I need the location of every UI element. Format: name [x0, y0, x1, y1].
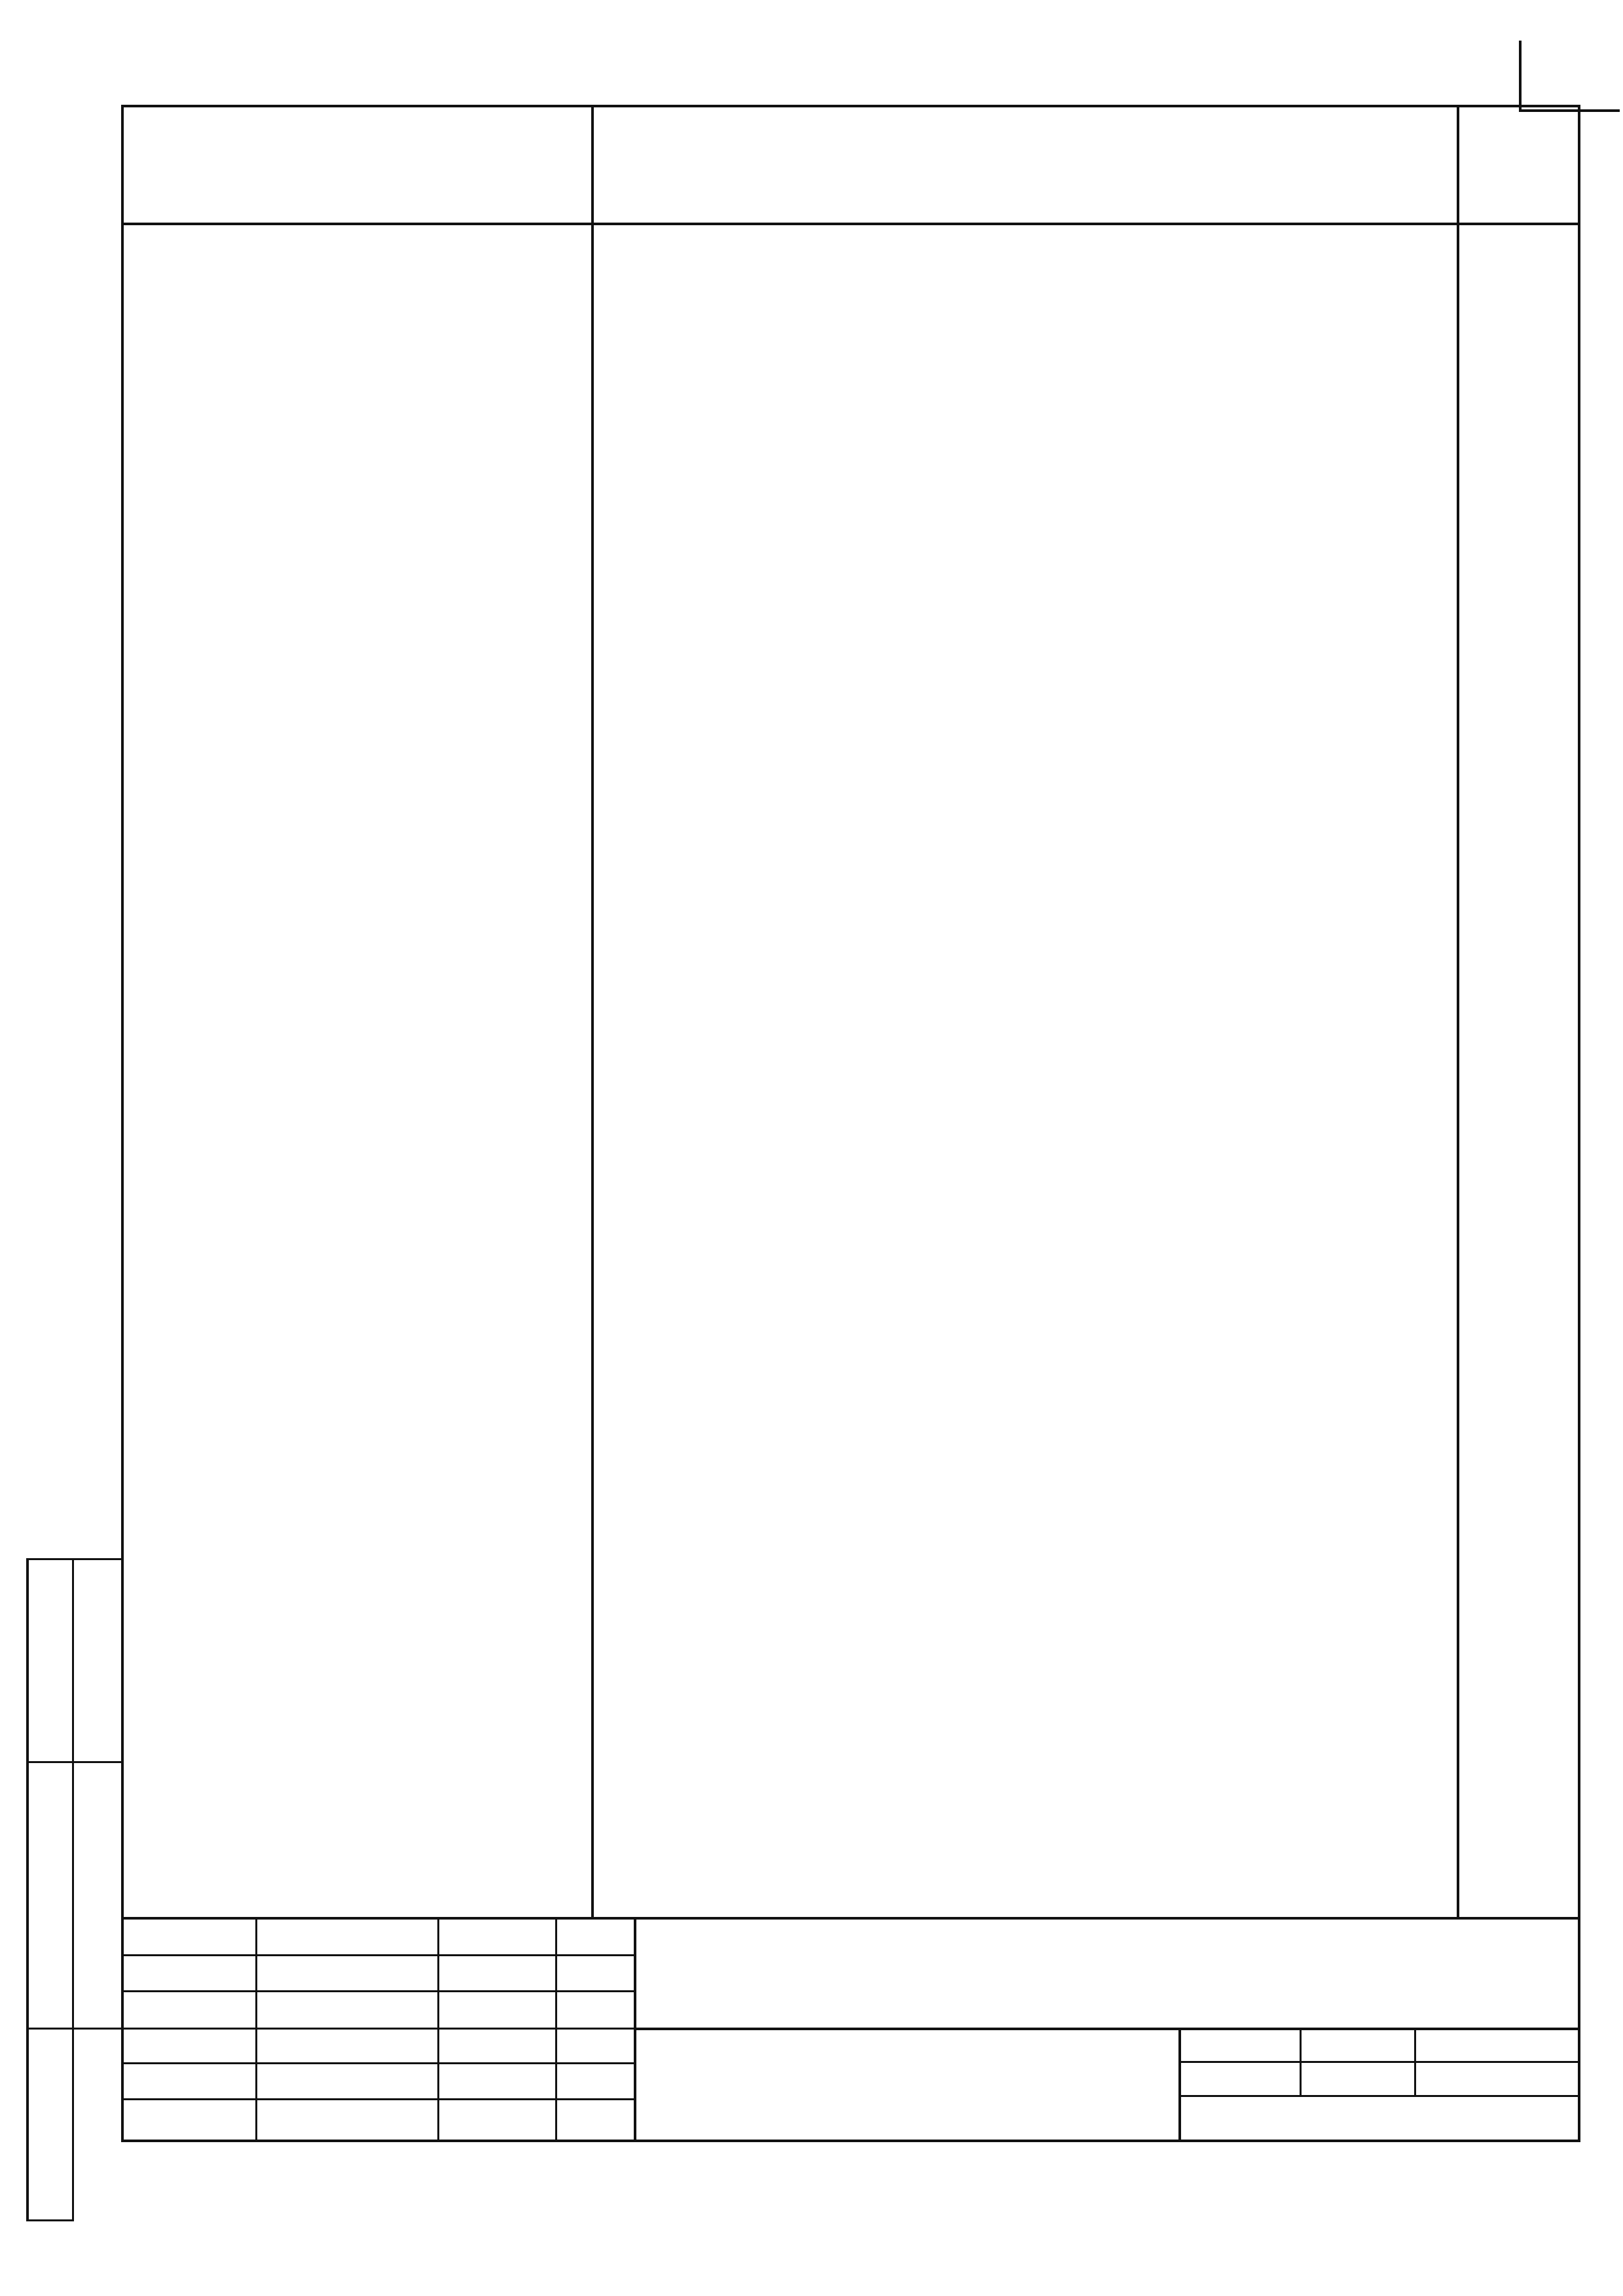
frame-left-line — [121, 105, 124, 2142]
side-line-2 — [26, 2028, 121, 2030]
col-line-2 — [1457, 105, 1459, 1918]
stage-left-line — [1178, 2028, 1181, 2140]
stage-col-line-1 — [1300, 2028, 1302, 2095]
titleblock-bottom-line — [121, 2140, 1580, 2142]
sig-row-line-5 — [121, 2098, 635, 2100]
sig-row-line-1 — [121, 1954, 635, 1956]
col-line-1 — [591, 105, 594, 1918]
stage-col-line-2 — [1414, 2028, 1416, 2095]
side-outer-line — [26, 1558, 29, 2219]
frame-right-line — [1578, 105, 1580, 2142]
side-inner-line — [72, 1558, 74, 2219]
side-line-1 — [26, 1761, 121, 1763]
sig-row-line-2 — [121, 1990, 635, 1992]
side-top-line — [26, 1558, 121, 1560]
frame-top-line — [121, 105, 1580, 107]
sig-row-line-4 — [121, 2062, 635, 2064]
stage-row-line-1 — [1178, 2061, 1580, 2063]
side-bottom-line — [26, 2219, 74, 2221]
title-mid-line — [634, 2028, 1580, 2030]
sig-row-line-3 — [121, 2028, 635, 2030]
stage-row-line-2 — [1178, 2095, 1580, 2097]
header-bottom-line — [121, 223, 1580, 225]
page-number-box — [1519, 41, 1620, 112]
titleblock-top-line — [121, 1917, 1580, 1920]
